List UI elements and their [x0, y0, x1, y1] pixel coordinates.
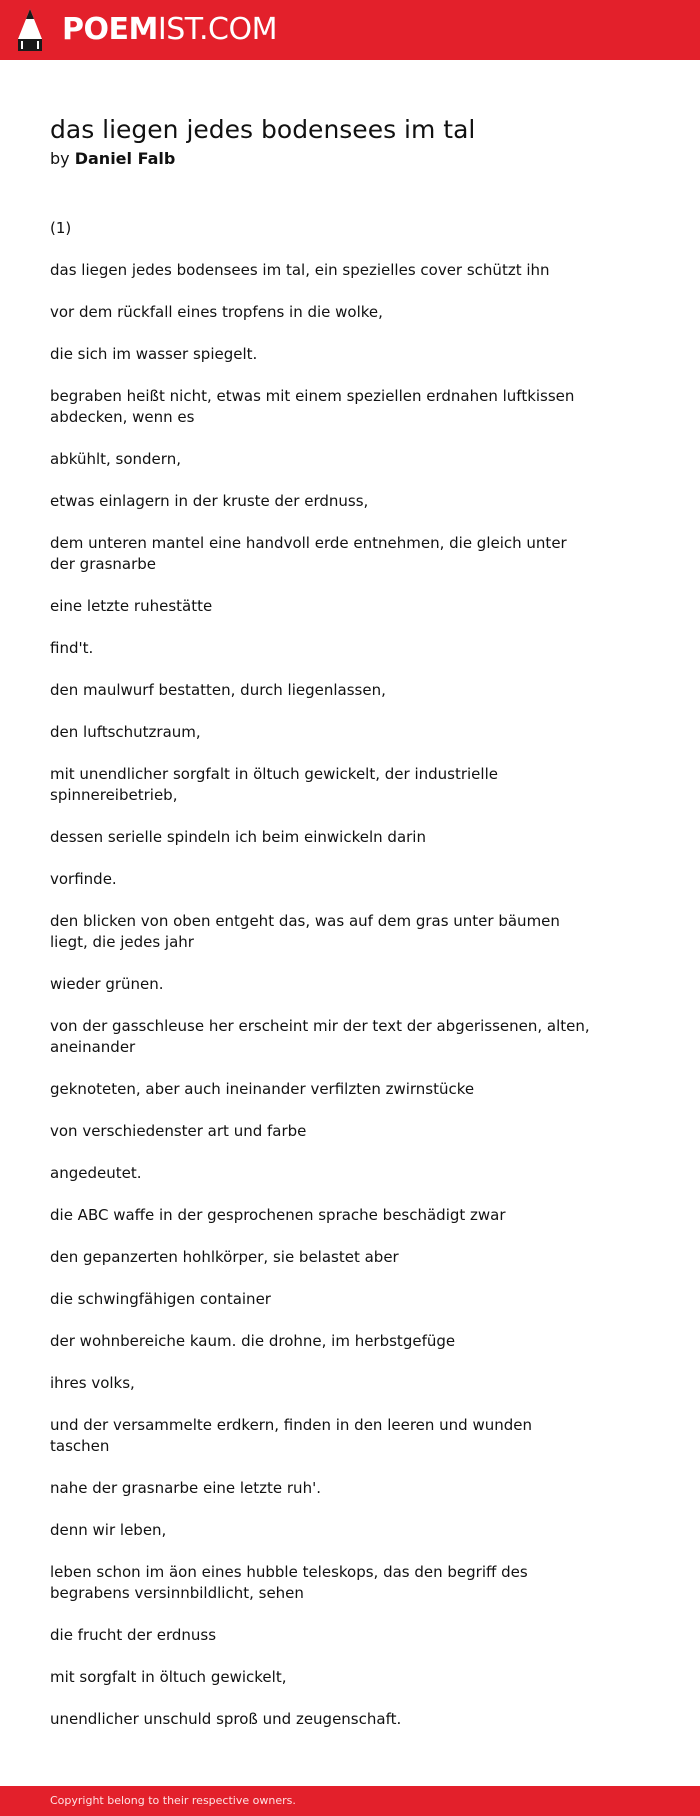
poem-line: ihres volks,	[50, 1374, 135, 1392]
poem-line: der wohnbereiche kaum. die drohne, im herbstgefüge	[50, 1332, 456, 1350]
copyright-notice: Copyright belong to their respective owners.	[50, 1794, 296, 1807]
site-header	[0, 0, 700, 60]
poem-line: die frucht der erdnuss	[50, 1626, 217, 1644]
poem-line: den blicken von oben entgeht das, was auf dem gras unter bäumen liegt, die jedes jahr	[50, 912, 560, 951]
poem-line: unendlicher unschuld sproß und zeugenschaft.	[50, 1710, 402, 1728]
poem-line: etwas einlagern in der kruste der erdnuss,	[50, 492, 369, 510]
poem-line: wieder grünen.	[50, 975, 164, 993]
by-label: by	[50, 149, 70, 168]
author-name: Daniel Falb	[74, 149, 176, 168]
poem-header	[50, 113, 610, 170]
poem-line: eine letzte ruhestätte	[50, 597, 213, 615]
poem-line: (1)	[50, 219, 72, 237]
poem-line: find't.	[50, 639, 94, 657]
poem-line: die ABC waffe in der gesprochenen sprache beschädigt zwar	[50, 1206, 506, 1224]
pencil-logo-icon	[18, 9, 42, 51]
poem-line: vor dem rückfall eines tropfens in die wolke,	[50, 303, 383, 321]
poem-line: von der gasschleuse her erscheint mir der text der abgerissenen, alten, aneinander	[50, 1017, 590, 1056]
poem-title: das liegen jedes bodensees im tal	[50, 115, 476, 144]
poem-line: dessen serielle spindeln ich beim einwickeln darin	[50, 828, 426, 846]
site-logo-text	[62, 12, 277, 47]
poem-line: das liegen jedes bodensees im tal, ein spezielles cover schützt ihn	[50, 261, 550, 279]
poem-line: nahe der grasnarbe eine letzte ruh'.	[50, 1479, 321, 1497]
poem-line: den gepanzerten hohlkörper, sie belastet aber	[50, 1248, 399, 1266]
poem-line: dem unteren mantel eine handvoll erde entnehmen, die gleich unter der grasnarbe	[50, 534, 567, 573]
poem-line: abkühlt, sondern,	[50, 450, 181, 468]
poem-line: begraben heißt nicht, etwas mit einem speziellen erdnahen luftkissen abdecken, wenn es	[50, 387, 575, 426]
byline	[50, 148, 610, 170]
site-footer	[0, 1786, 700, 1816]
poem-line: den luftschutzraum,	[50, 723, 201, 741]
logo-bold-text: POEM	[62, 12, 158, 47]
poem-line: leben schon im äon eines hubble teleskops, das den begriff des begrabens versinnbildlicht, sehen	[50, 1563, 528, 1602]
poem-line: von verschiedenster art und farbe	[50, 1122, 307, 1140]
poem-line: die schwingfähigen container	[50, 1290, 271, 1308]
poem-line: und der versammelte erdkern, finden in den leeren und wunden taschen	[50, 1416, 532, 1455]
poem-line: angedeutet.	[50, 1164, 142, 1182]
poem-line: mit sorgfalt in öltuch gewickelt,	[50, 1668, 287, 1686]
logo-light-text: IST.COM	[157, 12, 277, 47]
poem-line: den maulwurf bestatten, durch liegenlassen,	[50, 681, 386, 699]
poem-line: vorfinde.	[50, 870, 117, 888]
poem-line: denn wir leben,	[50, 1521, 167, 1539]
poem-body	[50, 218, 590, 1751]
poem-line: mit unendlicher sorgfalt in öltuch gewickelt, der industrielle spinnereibetrieb,	[50, 765, 498, 804]
site-logo-link[interactable]	[18, 9, 277, 51]
poem-line: die sich im wasser spiegelt.	[50, 345, 258, 363]
poem-line: geknoteten, aber auch ineinander verfilzten zwirnstücke	[50, 1080, 475, 1098]
